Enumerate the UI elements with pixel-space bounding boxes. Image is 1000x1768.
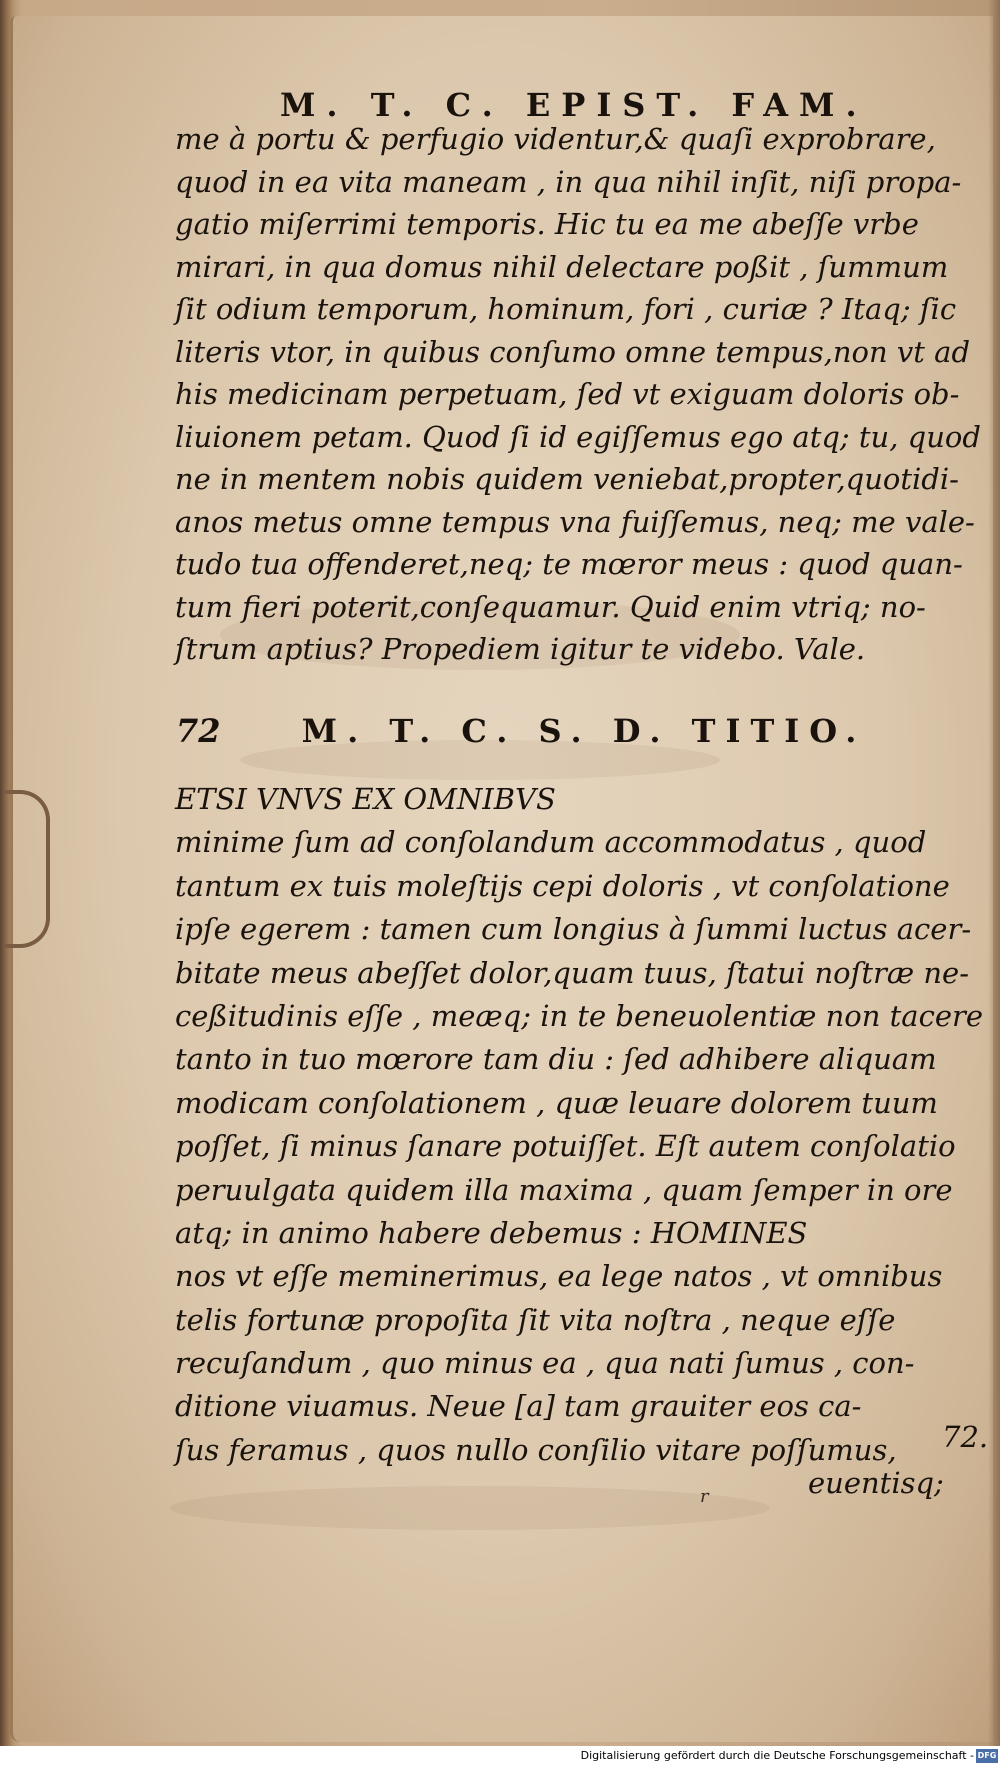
binding-clasp <box>4 790 50 948</box>
text-line: literis vtor, in quibus conſumo omne tempus,non vt ad <box>175 334 971 369</box>
footer-credit: Digitalisierung gefördert durch die Deutsche Forschungsgemeinschaft - <box>580 1749 974 1762</box>
text-line: minime ſum ad conſolandum accommodatus , quod <box>175 825 927 860</box>
text-line: recuſandum , quo minus ea , qua nati ſumus , con- <box>175 1346 915 1381</box>
text-line: telis fortunæ propoſita ſit vita noſtra , neque eſſe <box>175 1302 896 1337</box>
text-line: modicam conſolationem , quæ leuare dolorem tuum <box>175 1085 938 1120</box>
text-line: liuionem petam. Quod ſi id egiſſemus ego atq; tu, quod <box>175 419 981 454</box>
text-line: atq; in animo habere debemus : HOMINES <box>175 1215 808 1250</box>
catchword: euentisq; <box>808 1466 944 1500</box>
text-line: anos metus omne tempus vna fuiſſemus, neq; me vale- <box>175 504 975 539</box>
margin-number: 72. <box>942 1420 989 1454</box>
text-line: poſſet, ſi minus ſanare potuiſſet. Eſt autem conſolatio <box>175 1129 956 1164</box>
text-line: tudo tua offenderet,neq; te mœror meus : quod quan- <box>175 547 963 581</box>
letter-heading-row <box>176 712 866 750</box>
text-line: ſit odium temporum, hominum, fori , curiæ ? Itaq; ſic <box>175 292 957 326</box>
text-line: ditione viuamus. Neue [a] tam grauiter eos ca- <box>175 1389 862 1424</box>
passage-a <box>175 118 981 671</box>
running-header: M. T. C. EPIST. FAM. <box>280 86 868 124</box>
text-line: ſtrum aptius? Propediem igitur te videbo. Vale. <box>175 632 866 666</box>
letter-number: 72 <box>176 712 221 750</box>
text-line: tanto in tuo mœrore tam diu : ſed adhibere aliquam <box>175 1042 937 1077</box>
letter-heading: M. T. C. S. D. TITIO. <box>301 712 867 750</box>
text-line: his medicinam perpetuam, ſed vt exiguam doloris ob- <box>175 377 960 411</box>
text-line: gatio miſerrimi temporis. Hic tu ea me abeſſe vrbe <box>175 207 919 241</box>
text-line: quod in ea vita maneam , in qua nihil inſit, niſi propa- <box>175 164 962 199</box>
signature-mark: r <box>700 1486 709 1507</box>
text-line: mirari, in qua domus nihil delectare poßit , ſummum <box>175 249 949 284</box>
text-line: peruulgata quidem illa maxima , quam ſemper in ore <box>175 1172 953 1207</box>
text-line: bitate meus abeſſet dolor,quam tuus, ſtatui noſtræ ne- <box>175 955 970 990</box>
text-line: ſus feramus , quos nullo conſilio vitare poſſumus, <box>175 1432 897 1467</box>
text-line: tum fieri poterit,conſequamur. Quid enim vtriq; no- <box>175 589 926 624</box>
text-line: ne in mentem nobis quidem veniebat,propter,quotidi- <box>175 462 959 496</box>
dfg-logo-icon: DFG <box>976 1749 998 1763</box>
text-line: ceßitudinis eſſe , meæq; in te beneuolentiæ non tacere <box>175 998 984 1033</box>
text-line: tantum ex tuis moleſtijs cepi doloris , vt conſolatione <box>175 868 950 903</box>
text-line: ETSI VNVS EX OMNIBVS <box>175 782 556 816</box>
text-line: ipſe egerem : tamen cum longius à ſummi luctus acer- <box>175 912 972 947</box>
text-line: nos vt eſſe meminerimus, ea lege natos , vt omnibus <box>175 1259 943 1294</box>
page-edge-shadow <box>988 0 1000 1746</box>
text-line: me à portu & perfugio videntur,& quaſi exprobrare, <box>175 122 936 156</box>
